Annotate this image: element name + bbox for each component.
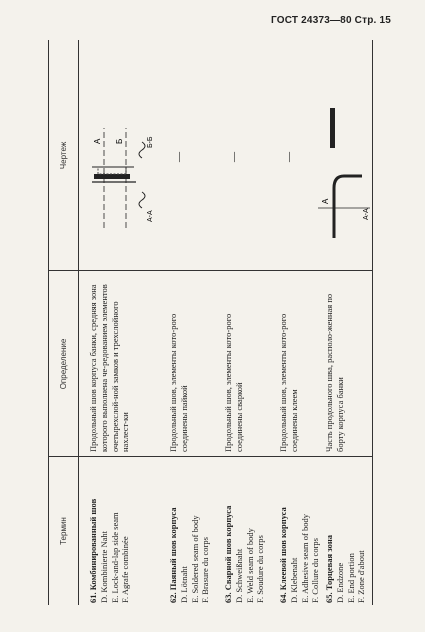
drawing-63-dash: — <box>229 152 240 162</box>
term-entry-62 <box>168 508 211 603</box>
column-divider-1 <box>48 456 373 457</box>
term-de: D. Schweißnaht <box>233 548 244 603</box>
end-section-aa-label: А-А <box>363 208 370 220</box>
section-bb-label: Б-Б <box>147 136 154 148</box>
drawing-65-end-portion <box>318 108 370 238</box>
column-divider-2 <box>48 270 373 271</box>
definition-65: Часть продольного шва, располо-женная по борту корпуса банки <box>324 293 345 452</box>
definition-64: Продольный шов, элементы кото-рого соединены клеем <box>278 313 299 452</box>
term-entry-64 <box>278 507 321 603</box>
rotated-table <box>48 40 373 605</box>
term-de: D. Lötnaht <box>178 566 189 603</box>
section-profile <box>139 192 145 208</box>
end-portion-profile <box>334 176 362 238</box>
view-b-label: Б <box>115 138 124 144</box>
section-profile <box>139 142 145 158</box>
term-fr: F. Collure du corps <box>310 538 321 603</box>
header-drawing: Чертеж <box>58 141 68 170</box>
header-definition: Определение <box>58 338 68 390</box>
term-entry-65 <box>324 535 367 603</box>
term-fr: F. Brasure du corps <box>200 537 211 603</box>
drawing-61-combined-seam <box>92 128 154 228</box>
term-de: D. Kombinierte Naht <box>98 531 109 603</box>
term-en: E. Lock-and-lap side seam <box>109 512 120 603</box>
term-en: E. Adhesive seam of body <box>299 514 310 603</box>
term-en: E. Soldered seam of body <box>189 515 200 603</box>
term-entry-63 <box>223 506 266 603</box>
header-terms: Термин <box>58 517 68 545</box>
term-fr: F. Agrafe combinée <box>120 536 131 603</box>
seam-drawings <box>78 40 373 268</box>
term-title: 63. Сварной шов корпуса <box>223 505 233 603</box>
drawings-column <box>78 40 373 268</box>
page-header: ГОСТ 24373—80 Стр. 15 <box>271 15 391 26</box>
term-de: D. Klebenaht <box>288 557 299 603</box>
view-a-label: А <box>93 138 102 144</box>
drawing-62-dash: — <box>174 152 185 162</box>
end-view-a-label: А <box>321 198 330 204</box>
drawing-64-dash: — <box>284 152 295 162</box>
term-title: 65. Торцевая зона <box>324 534 334 603</box>
seam-hatch <box>98 167 126 174</box>
definition-63: Продольный шов, элементы кото-рого соединены сваркой <box>223 313 244 452</box>
section-aa-label: А-А <box>147 210 154 222</box>
term-title: 64. Клеевой шов корпуса <box>278 507 288 603</box>
term-title: 62. Паяный шов корпуса <box>168 507 178 603</box>
term-en: E. End portion <box>345 553 356 603</box>
definition-61: Продольный шов корпуса банки, средняя зона которого выполнена че-редованием элементов очетырехслой-ной замков и трехслойного нахлест-ки <box>88 284 131 452</box>
end-seam-band <box>330 108 335 148</box>
seam-band <box>94 174 130 179</box>
definition-62: Продольный шов, элементы кото-рого соединены пайкой <box>168 313 189 452</box>
term-de: D. Endzone <box>334 562 345 603</box>
term-entry-61 <box>88 499 131 603</box>
term-title: 61. Комбинированный шов <box>88 498 98 603</box>
term-fr: F. Zone d'about <box>356 550 367 603</box>
term-fr: F. Soudure du corps <box>255 535 266 603</box>
term-en: E. Weld seam of body <box>244 528 255 603</box>
terms-table <box>48 40 373 605</box>
